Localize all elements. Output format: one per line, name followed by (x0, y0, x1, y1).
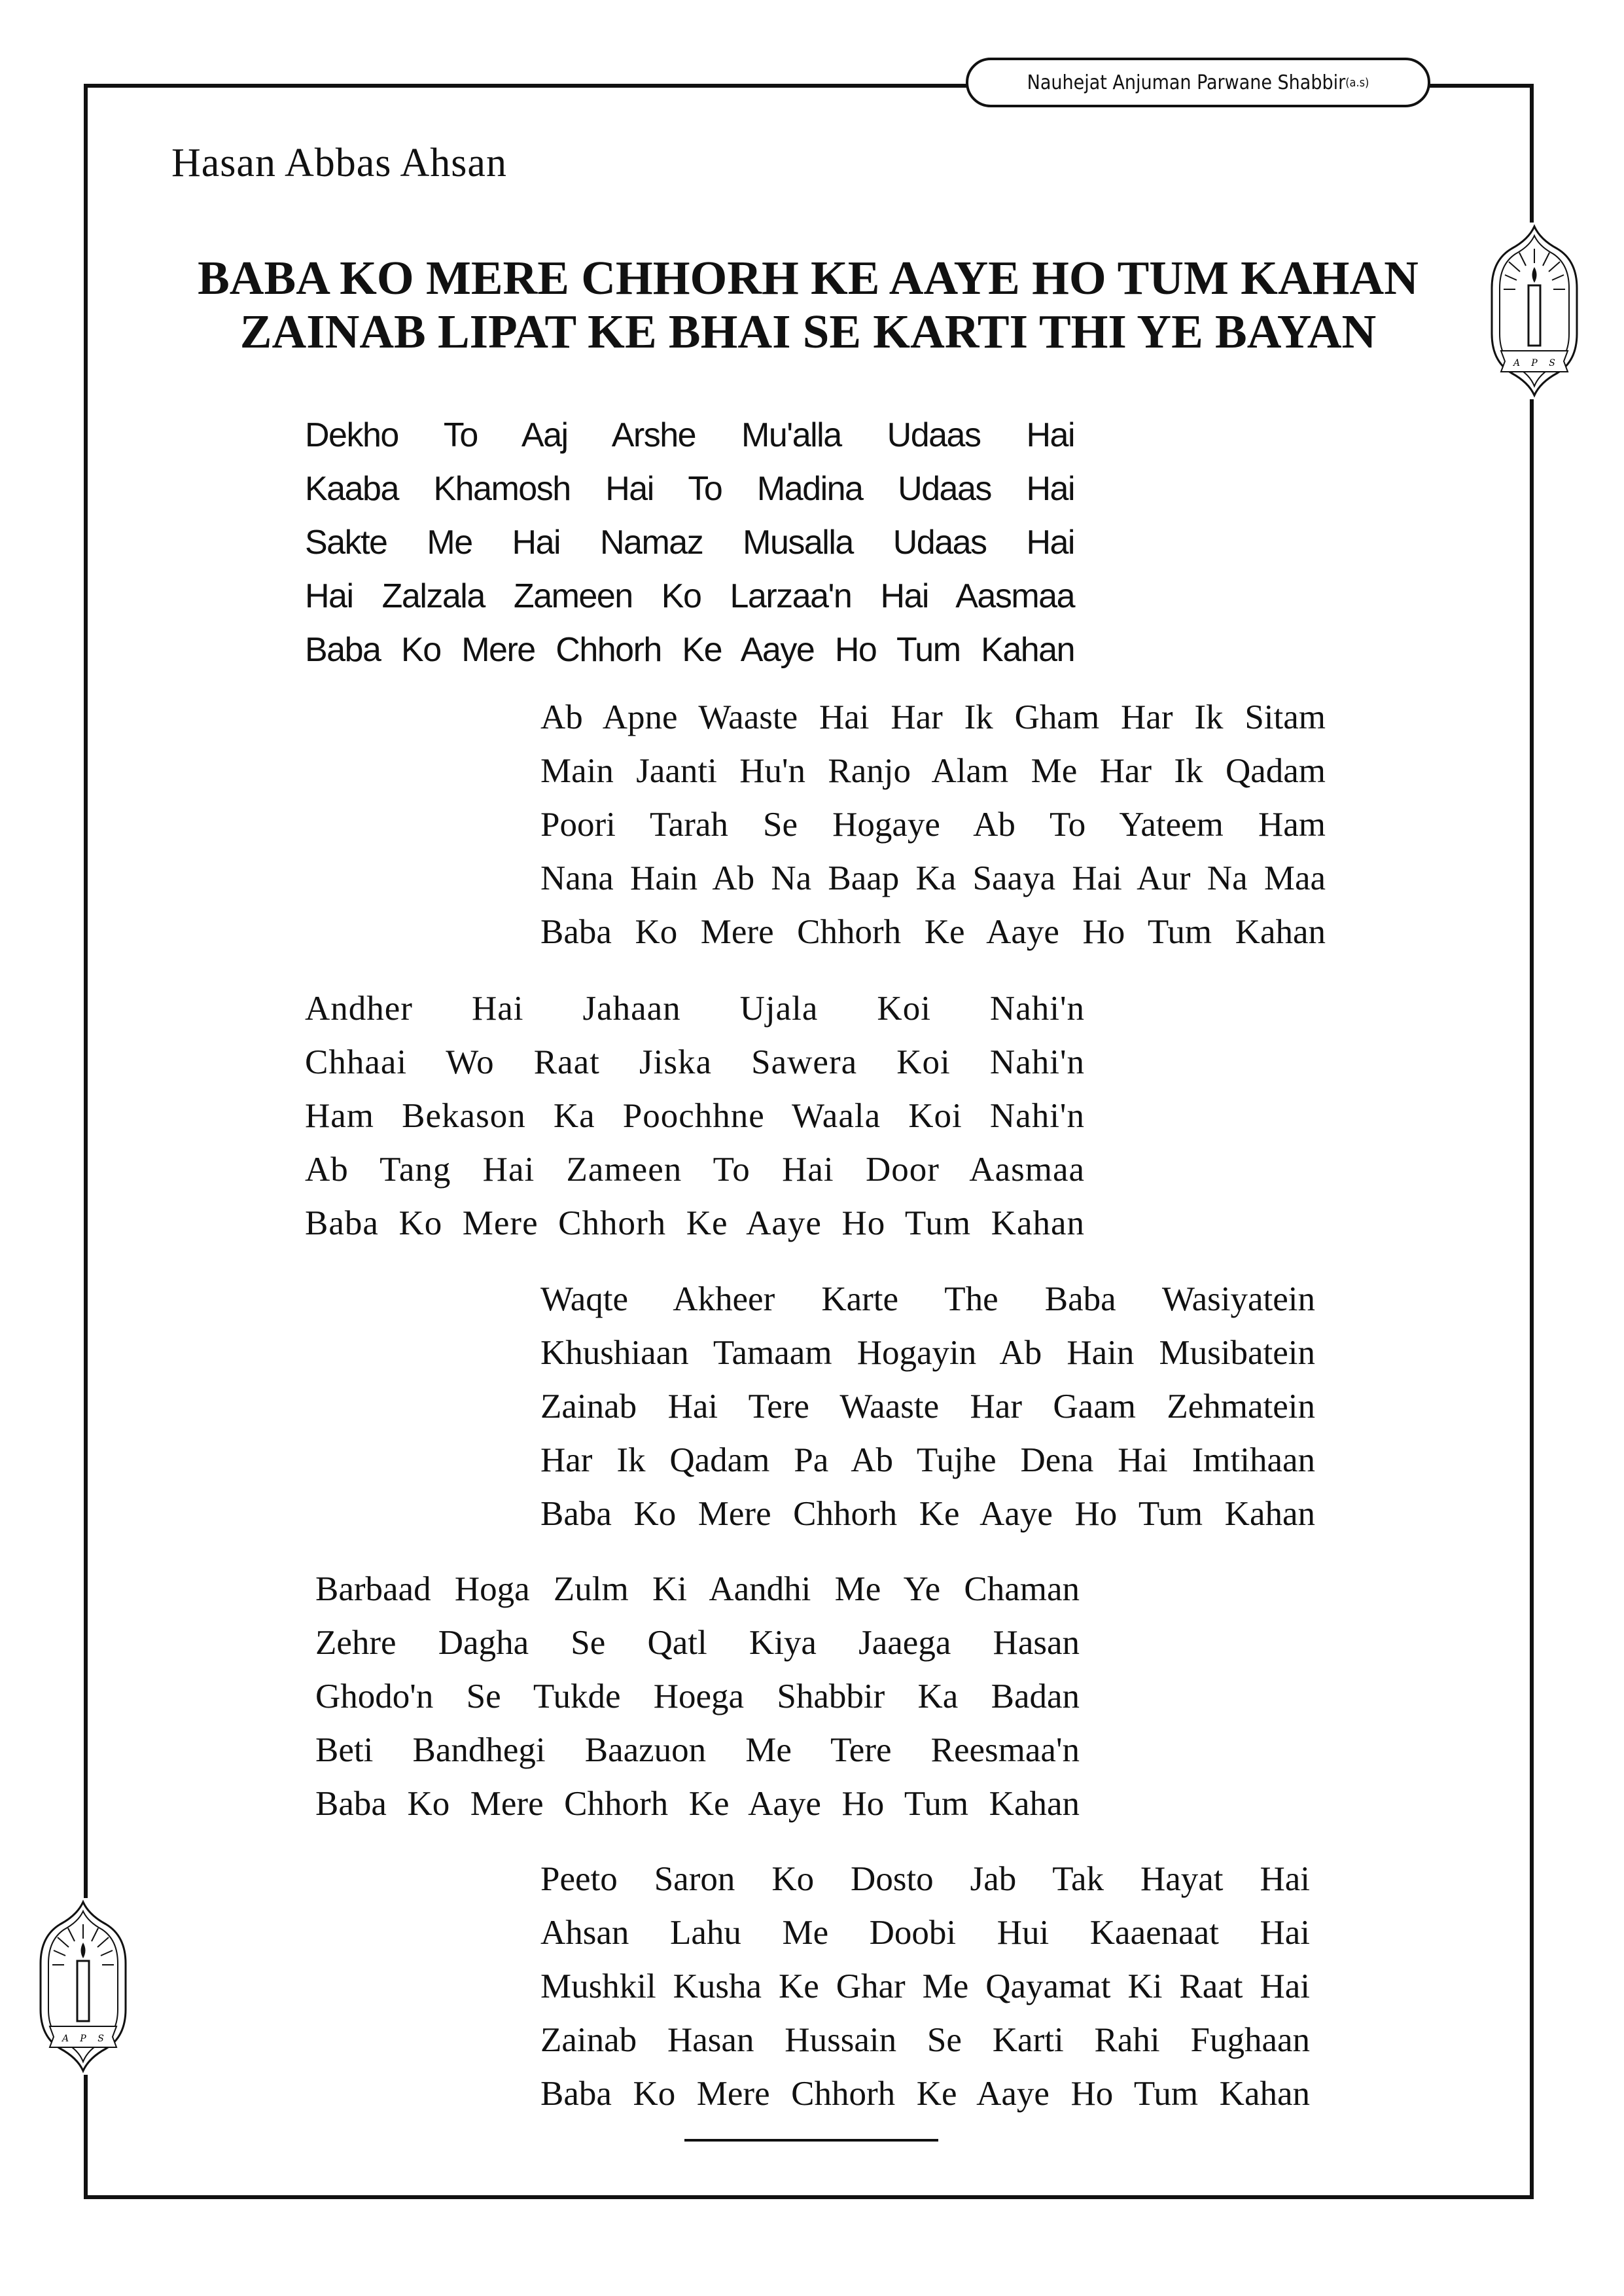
verse-line: Barbaad Hoga Zulm Ki Aandhi Me Ye Chaman (315, 1570, 1080, 1608)
verse-line: Dekho To Aaj Arshe Mu'alla Udaas Hai (305, 416, 1074, 454)
poet-name: Hasan Abbas Ahsan (171, 141, 507, 185)
verse-line: Ahsan Lahu Me Doobi Hui Kaaenaat Hai (540, 1914, 1310, 1952)
verse-line: Mushkil Kusha Ke Ghar Me Qayamat Ki Raat Hai (540, 1967, 1310, 2005)
emblem-letter: S (97, 2034, 104, 2044)
verse-line: Sakte Me Hai Namaz Musalla Udaas Hai (305, 524, 1074, 562)
candle-emblem-bottom (34, 1898, 132, 2075)
verse-line: Zehre Dagha Se Qatl Kiya Jaaega Hasan (315, 1624, 1080, 1662)
emblem-letter: A (1513, 358, 1521, 368)
verse-line: Ham Bekason Ka Poochhne Waala Koi Nahi'n (305, 1097, 1085, 1135)
stanza-2 (540, 691, 1326, 959)
end-divider (684, 2139, 938, 2142)
header-tab-suffix: (a.s) (1345, 75, 1369, 90)
verse-line: Hai Zalzala Zameen Ko Larzaa'n Hai Aasmaa (305, 577, 1074, 615)
verse-line: Main Jaanti Hu'n Ranjo Alam Me Har Ik Qadam (540, 752, 1326, 790)
emblem-letter: A (62, 2034, 69, 2044)
stanza-5 (315, 1562, 1080, 1831)
stanza-1 (305, 408, 1074, 677)
verse-line: Khushiaan Tamaam Hogayin Ab Hain Musibatein (540, 1334, 1315, 1372)
verse-line: Baba Ko Mere Chhorh Ke Aaye Ho Tum Kahan (540, 913, 1326, 951)
verse-line: Baba Ko Mere Chhorh Ke Aaye Ho Tum Kahan (315, 1785, 1080, 1823)
emblem-letter: S (1549, 358, 1555, 368)
emblem-letter: P (80, 2034, 86, 2044)
verse-line: Ghodo'n Se Tukde Hoega Shabbir Ka Badan (315, 1677, 1080, 1715)
verse-line: Kaaba Khamosh Hai To Madina Udaas Hai (305, 470, 1074, 508)
verse-line: Zainab Hai Tere Waaste Har Gaam Zehmatein (540, 1388, 1315, 1426)
header-tab (966, 58, 1430, 107)
verse-line: Waqte Akheer Karte The Baba Wasiyatein (540, 1280, 1315, 1318)
verse-line: Beti Bandhegi Baazuon Me Tere Reesmaa'n (315, 1731, 1080, 1769)
verse-line: Poori Tarah Se Hogaye Ab To Yateem Ham (540, 806, 1326, 844)
verse-line: Nana Hain Ab Na Baap Ka Saaya Hai Aur Na Maa (540, 859, 1326, 897)
header-tab-text: Nauhejat Anjuman Parwane Shabbir (1027, 71, 1346, 94)
title-line-2: ZAINAB LIPAT KE BHAI SE KARTI THI YE BAYAN (239, 305, 1377, 358)
stanza-6 (540, 1852, 1310, 2121)
verse-line: Baba Ko Mere Chhorh Ke Aaye Ho Tum Kahan (305, 631, 1074, 669)
verse-line: Ab Apne Waaste Hai Har Ik Gham Har Ik Sitam (540, 698, 1326, 736)
verse-line: Ab Tang Hai Zameen To Hai Door Aasmaa (305, 1151, 1085, 1189)
stanza-4 (540, 1272, 1315, 1541)
verse-line: Baba Ko Mere Chhorh Ke Aaye Ho Tum Kahan (540, 2075, 1310, 2113)
verse-line: Baba Ko Mere Chhorh Ke Aaye Ho Tum Kahan (540, 1495, 1315, 1533)
verse-line: Zainab Hasan Hussain Se Karti Rahi Fughaan (540, 2021, 1310, 2059)
stanza-3 (305, 982, 1085, 1250)
verse-line: Baba Ko Mere Chhorh Ke Aaye Ho Tum Kahan (305, 1204, 1085, 1242)
verse-line: Peeto Saron Ko Dosto Jab Tak Hayat Hai (540, 1860, 1310, 1898)
verse-line: Har Ik Qadam Pa Ab Tujhe Dena Hai Imtihaan (540, 1441, 1315, 1479)
candle-emblem-icon (34, 1898, 132, 2075)
verse-line: Andher Hai Jahaan Ujala Koi Nahi'n (305, 990, 1085, 1028)
verse-line: Chhaai Wo Raat Jiska Sawera Koi Nahi'n (305, 1043, 1085, 1081)
title-line-1: BABA KO MERE CHHORH KE AAYE HO TUM KAHAN (198, 251, 1419, 304)
emblem-letter: P (1531, 358, 1538, 368)
